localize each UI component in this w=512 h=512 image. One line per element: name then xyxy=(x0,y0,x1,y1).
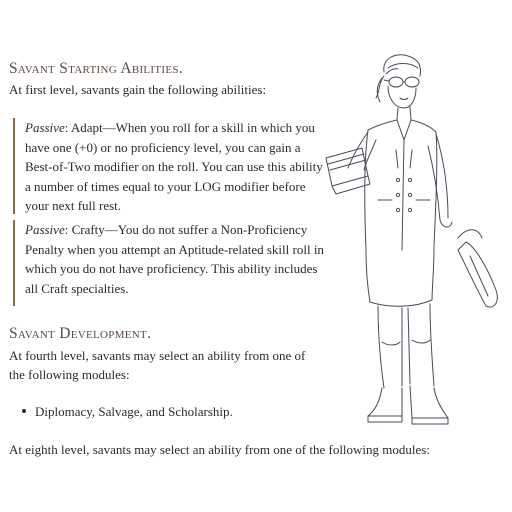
savant-character-sketch xyxy=(318,50,508,458)
starting-abilities-intro: At first level, savants gain the following abilities: xyxy=(9,82,267,97)
ability-adapt-label: Passive xyxy=(25,120,65,135)
ability-crafty-label: Passive xyxy=(25,222,65,237)
list-item: Diplomacy, Salvage, and Scholarship. xyxy=(18,402,233,421)
ability-adapt-callout xyxy=(13,118,325,214)
starting-abilities-heading: Savant Starting Abilities. xyxy=(9,60,183,77)
development-heading: Savant Development. xyxy=(9,325,152,342)
development-intro: At fourth level, savants may select an ability from one of the following modules: xyxy=(9,348,306,382)
eighth-level-text: At eighth level, savants may select an ability from one of the following modules: xyxy=(9,442,430,457)
module-list xyxy=(18,402,233,421)
savant-sketch-svg xyxy=(318,50,508,458)
ability-adapt-text: : Adapt—When you roll for a skill in which you have one (+0) or no proficiency level, you can gain a Best-of-Two modifier on the roll. You can use this ability a number of times equal to your LOG modifier before your next full rest. xyxy=(25,120,323,213)
ability-crafty-callout xyxy=(13,220,325,306)
ability-crafty-text: : Crafty—You do not suffer a Non-Proficiency Penalty when you attempt an Aptitude-related skill roll in which you do not have proficiency. This ability includes all Craft specialties. xyxy=(25,222,324,296)
